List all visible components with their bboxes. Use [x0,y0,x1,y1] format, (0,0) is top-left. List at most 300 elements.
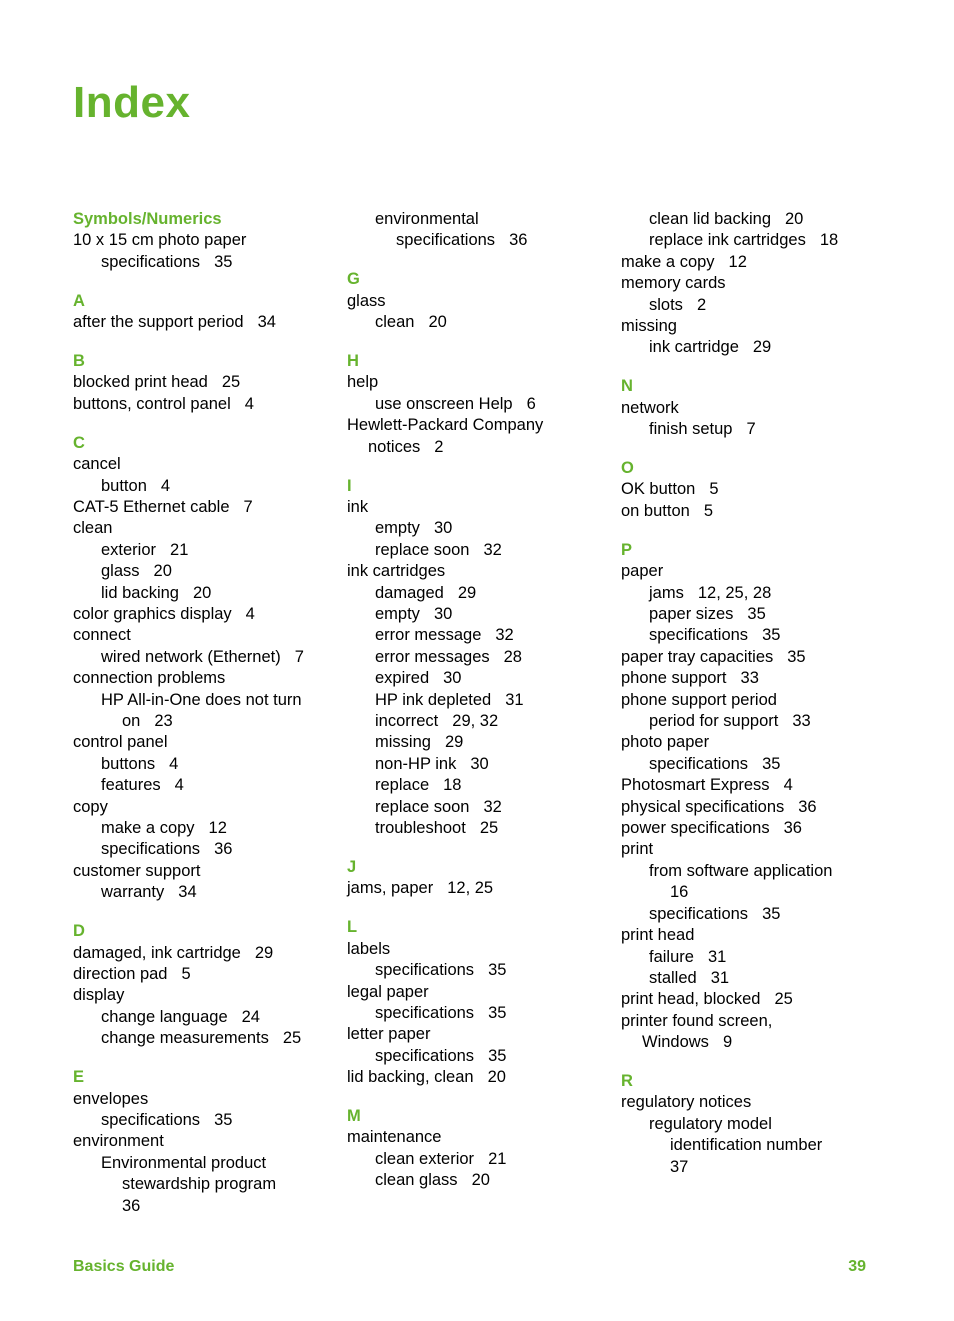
index-section-heading: O [621,459,634,478]
index-entry-pages: 30 [433,519,453,538]
index-entry-term: paper tray capacities [621,647,774,666]
index-entry-term: features [101,776,161,795]
index-entry-term: error messages [375,647,490,666]
index-entry-term: identification number [670,1136,823,1155]
index-entry-term: failure [649,947,694,966]
index-entry-term: replace soon [375,797,470,816]
index-entry-pages: 5 [703,501,713,520]
index-section-heading: P [621,540,633,559]
index-entry [621,1157,891,1178]
index-entry-term: phone support [621,669,727,688]
index-entry-term: print head, blocked [621,990,761,1009]
index-entry-term: connect [73,626,131,645]
index-entry [73,964,343,985]
index-entry-term: copy [73,797,108,816]
index-entry [347,561,617,582]
index-entry-term: paper sizes [649,605,734,623]
index-entry-term: warranty [101,883,165,902]
index-entry [347,1003,617,1024]
index-entry [347,797,617,818]
index-entry [73,647,343,668]
index-entry-term: HP All-in-One does not turn [101,690,302,709]
index-entry-term: specifications [101,1110,201,1129]
index-entry-term: make a copy [101,819,195,838]
index-entry-pages: 20 [153,562,172,581]
index-entry-pages: 33 [792,712,811,731]
index-entry-pages: 2 [434,437,444,456]
index-section-heading: R [621,1072,633,1091]
index-entry [73,1110,343,1131]
index-entry [621,732,891,753]
index-entry [73,1174,343,1195]
index-entry [73,230,343,251]
index-entry-pages: 33 [740,669,759,688]
index-entry [347,583,617,604]
index-entry [73,1131,343,1152]
index-entry-term: wired network (Ethernet) [101,647,281,666]
index-entry-term: 10 x 15 cm photo paper [73,231,247,250]
index-entry [73,732,343,753]
index-entry-pages: 35 [488,1046,507,1065]
index-entry-pages: 34 [178,883,197,902]
index-entry-pages: 23 [154,712,173,731]
index-entry [347,372,617,393]
index-entry-term: specifications [649,626,749,645]
index-entry-pages: 9 [722,1033,733,1052]
index-entry-term: replace ink cartridges [649,231,806,250]
index-entry-term: specifications [101,840,201,859]
index-entry [73,252,343,273]
index-entry-term: ink [347,497,369,516]
index-entry-term: display [73,986,125,1005]
index-entry-pages: 25 [282,1029,302,1048]
index-entry-term: HP ink depleted [375,690,492,709]
index-entry-term: Windows [642,1033,709,1052]
index-section-heading: E [73,1068,85,1087]
index-entry [347,1024,617,1045]
index-entry-term: jams, paper [347,879,434,898]
index-entry-pages: 4 [160,476,171,495]
index-entry [621,690,891,711]
index-entry [73,943,343,964]
index-entry [73,1196,343,1217]
index-entry-pages: 21 [170,540,189,559]
index-entry [621,252,891,273]
index-entry-pages: 28 [503,647,522,666]
index-entry-term: control panel [73,733,168,752]
index-entry-pages: 35 [762,754,781,773]
index-section-heading: L [347,918,358,937]
index-entry-pages: 20 [471,1171,490,1190]
index-entry-pages: 7 [294,647,304,666]
index-entry-term: clean lid backing [649,210,771,228]
index-entry [621,989,891,1010]
index-entry-pages: 4 [245,605,255,623]
index-entry-term: error message [375,626,482,645]
index-entry [347,939,617,960]
index-entry [73,668,343,689]
index-entry [347,775,617,796]
index-section-heading: N [621,377,633,396]
index-entry-term: from software application [649,861,833,880]
page-title: Index [73,78,191,127]
index-entry [621,839,891,860]
index-entry-term: Hewlett-Packard Company [347,416,544,435]
index-entry-pages: 29 [752,338,772,357]
index-section-heading: M [347,1107,361,1126]
index-entry-term: troubleshoot [375,819,466,838]
index-entry-pages: 4 [244,394,254,413]
index-entry-term: OK button [621,480,696,499]
index-entry-term: memory cards [621,274,726,293]
index-entry [73,1007,343,1028]
index-entry [621,647,891,668]
index-entry [621,479,891,500]
index-column-1 [73,209,343,1217]
index-entry [621,775,891,796]
index-entry-pages: 29, 32 [452,712,499,731]
index-entry [73,561,343,582]
index-entry-pages: 6 [526,394,536,413]
index-entry-term: glass [101,562,140,581]
index-column-2 [347,209,617,1192]
index-entry [73,985,343,1006]
index-column-3 [621,209,891,1178]
index-entry [621,1114,891,1135]
index-entry [347,1170,617,1191]
index-entry-pages: 7 [243,497,253,516]
index-entry [621,419,891,440]
index-entry [621,398,891,419]
index-entry-pages: 24 [241,1007,260,1026]
index-entry [621,316,891,337]
index-entry-pages: 32 [495,626,514,645]
index-entry-pages: 31 [505,690,524,709]
index-entry [73,372,343,393]
index-entry-term: printer found screen, [621,1011,773,1030]
index-entry [347,754,617,775]
index-entry [621,861,891,882]
index-entry [73,497,343,518]
index-entry-term: regulatory model [649,1114,772,1133]
index-entry-term: environmental [375,210,479,228]
index-entry-pages: 30 [470,754,489,773]
index-entry-pages: 35 [762,904,781,923]
index-entry-term: ink cartridges [347,562,446,581]
index-entry-pages: 12, 25 [447,879,494,898]
index-entry-pages: 12 [728,252,747,271]
index-entry-term: Photosmart Express [621,776,770,795]
index-entry-pages: 29 [444,733,464,752]
index-entry-pages: 18 [819,231,839,250]
index-entry-term: change language [101,1007,228,1026]
index-entry [347,312,617,333]
index-entry-term: specifications [375,961,475,980]
index-entry-term: regulatory notices [621,1093,752,1112]
index-entry-term: jams [649,583,684,602]
index-entry [347,690,617,711]
index-entry-pages: 12 [208,819,227,838]
index-entry-pages: 25 [479,819,499,838]
index-entry-term: specifications [649,904,749,923]
index-entry-term: on [122,712,141,731]
index-entry [621,1135,891,1156]
index-entry [347,604,617,625]
index-entry [347,1149,617,1170]
index-entry [621,968,891,989]
index-entry-pages: 36 [214,840,233,859]
index-entry-term: glass [347,291,386,310]
index-entry [73,775,343,796]
index-entry-term: environment [73,1132,164,1151]
index-entry-term: help [347,373,379,392]
footer-page-number: 39 [848,1258,866,1275]
index-entry [621,625,891,646]
index-entry-term: lid backing, clean [347,1068,474,1087]
index-entry-term: buttons [101,754,156,773]
index-entry-term: specifications [375,1046,475,1065]
index-entry-term: stalled [649,968,697,987]
index-entry-term: period for support [649,712,779,731]
index-section-heading: A [73,291,85,310]
index-entry [73,540,343,561]
index-entry-term: 16 [670,883,689,902]
index-entry-term: print head [621,926,695,945]
index-entry-pages: 35 [787,647,806,666]
index-entry-term: stewardship program [122,1175,277,1194]
index-entry [621,797,891,818]
index-entry-term: Environmental product [101,1153,267,1172]
index-entry [347,540,617,561]
index-entry [73,1028,343,1049]
index-entry [621,882,891,903]
index-entry [621,501,891,522]
index-section-heading: J [347,857,357,876]
index-entry-pages: 36 [509,231,528,250]
index-entry-pages: 35 [762,626,781,645]
index-entry [73,690,343,711]
index-entry [621,604,891,625]
index-entry [347,415,617,436]
index-entry-pages: 5 [181,965,191,983]
index-entry [621,668,891,689]
index-entry-term: physical specifications [621,797,785,816]
index-entry-term: envelopes [73,1089,149,1108]
index-entry [621,295,891,316]
index-entry-pages: 20 [785,210,804,228]
index-entry-term: specifications [396,231,496,250]
index-entry-term: finish setup [649,420,733,439]
index-entry-term: missing [621,317,677,336]
index-entry-pages: 25 [774,990,793,1009]
index-entry [73,583,343,604]
index-entry-pages: 20 [192,583,212,602]
index-entry-term: button [101,476,147,495]
index-entry [347,1046,617,1067]
index-entry [621,711,891,732]
index-entry-term: lid backing [101,583,179,602]
index-entry [621,754,891,775]
index-section-heading: I [347,476,352,495]
index-entry-term: after the support period [73,313,244,332]
index-entry [347,1067,617,1088]
index-entry-term: paper [621,562,664,581]
index-entry [73,476,343,497]
index-entry [347,497,617,518]
index-entry [73,882,343,903]
index-entry [347,711,617,732]
index-entry-term: buttons, control panel [73,394,231,413]
index-section-heading: D [73,922,85,941]
index-entry-pages: 30 [433,605,453,623]
index-entry [621,1011,891,1032]
index-entry-pages: 20 [428,313,447,332]
index-entry-term: replace [375,776,430,795]
index-entry-pages: 2 [696,295,707,314]
index-entry [621,818,891,839]
index-entry [347,732,617,753]
index-entry [347,625,617,646]
index-entry-pages: 35 [214,1110,233,1129]
index-entry-term: empty [375,519,420,538]
index-entry-pages: 32 [483,540,502,559]
index-entry [347,394,617,415]
index-entry-term: connection problems [73,669,226,688]
index-entry-pages: 36 [783,819,802,838]
index-entry [347,878,617,899]
index-entry-term: specifications [375,1003,475,1022]
index-section-heading: B [73,352,85,371]
index-entry [73,394,343,415]
index-entry-term: photo paper [621,733,710,752]
index-entry-pages: 34 [257,313,276,332]
index-entry-pages: 12, 25, 28 [697,583,772,602]
index-entry-term: clean [73,519,113,538]
index-entry [621,230,891,251]
index-entry-pages: 25 [221,373,241,392]
index-entry [73,454,343,475]
index-entry-term: labels [347,939,391,958]
index-entry-term: power specifications [621,819,770,838]
index-entry-term: CAT-5 Ethernet cable [73,497,230,516]
index-entry-pages: 29 [457,583,477,602]
index-entry-term: incorrect [375,712,439,731]
index-entry-term: clean [375,313,415,332]
index-entry [73,1153,343,1174]
index-entry [347,437,617,458]
index-entry-term: color graphics display [73,605,232,623]
index-entry-term: damaged [375,583,444,602]
index-entry [73,518,343,539]
index-entry-term: phone support period [621,690,777,709]
index-entry [621,904,891,925]
index-entry [347,209,617,230]
index-entry [347,818,617,839]
index-entry [347,647,617,668]
index-entry-term: 37 [670,1157,689,1176]
index-entry-term: ink cartridge [649,338,739,357]
index-entry-pages: 4 [783,776,793,795]
index-entry [621,925,891,946]
index-section-heading: H [347,352,359,371]
index-entry [73,312,343,333]
index-entry [621,561,891,582]
index-entry-pages: 21 [488,1149,507,1168]
index-entry-term: replace soon [375,540,470,559]
index-entry [347,518,617,539]
index-entry [347,668,617,689]
index-entry-pages: 31 [710,968,730,987]
index-entry-pages: 20 [487,1068,506,1087]
index-entry-term: direction pad [73,965,168,983]
index-entry-term: customer support [73,861,201,880]
index-entry-term: make a copy [621,252,715,271]
index-entry [621,947,891,968]
index-entry-term: slots [649,295,683,314]
index-entry [621,209,891,230]
index-entry-term: use onscreen Help [375,394,513,413]
index-entry [347,982,617,1003]
index-entry [73,604,343,625]
index-entry [73,754,343,775]
index-entry-pages: 35 [747,605,766,623]
index-entry-term: print [621,840,654,859]
index-entry [73,818,343,839]
index-entry [621,273,891,294]
index-entry-pages: 32 [483,797,502,816]
index-entry-pages: 18 [443,776,462,795]
index-entry-pages: 29 [254,943,274,962]
index-section-heading: G [347,270,360,289]
index-entry [621,1092,891,1113]
index-entry [621,1032,891,1053]
index-entry-pages: 7 [746,420,756,439]
index-entry-term: non-HP ink [375,754,457,773]
index-entry [347,291,617,312]
index-entry-term: empty [375,605,420,623]
index-entry-term: on button [621,501,690,520]
index-entry-term: legal paper [347,982,429,1001]
index-entry-pages: 30 [443,669,462,688]
footer-book-title: Basics Guide [73,1258,175,1275]
index-entry-term: missing [375,733,431,752]
index-entry-pages: 36 [798,797,817,816]
index-entry [73,839,343,860]
index-entry-term: exterior [101,540,157,559]
index-entry-pages: 5 [709,480,719,499]
index-entry-pages: 4 [169,754,179,773]
index-entry-term: specifications [649,754,749,773]
index-entry-term: damaged, ink cartridge [73,943,241,962]
index-section-heading: Symbols/Numerics [73,210,222,228]
index-entry [73,625,343,646]
index-entry-pages: 35 [488,1003,507,1022]
index-entry [621,583,891,604]
index-entry-term: cancel [73,455,121,474]
index-entry-pages: 31 [707,947,727,966]
index-entry-term: network [621,398,679,417]
index-entry-term: expired [375,669,430,688]
index-entry [347,1127,617,1148]
index-entry [621,337,891,358]
index-entry-term: letter paper [347,1025,431,1044]
index-entry [73,797,343,818]
index-entry [347,230,617,251]
index-entry [73,861,343,882]
index-entry-term: specifications [101,252,201,271]
index-entry-term: maintenance [347,1128,442,1147]
index-entry-pages: 4 [174,776,184,795]
